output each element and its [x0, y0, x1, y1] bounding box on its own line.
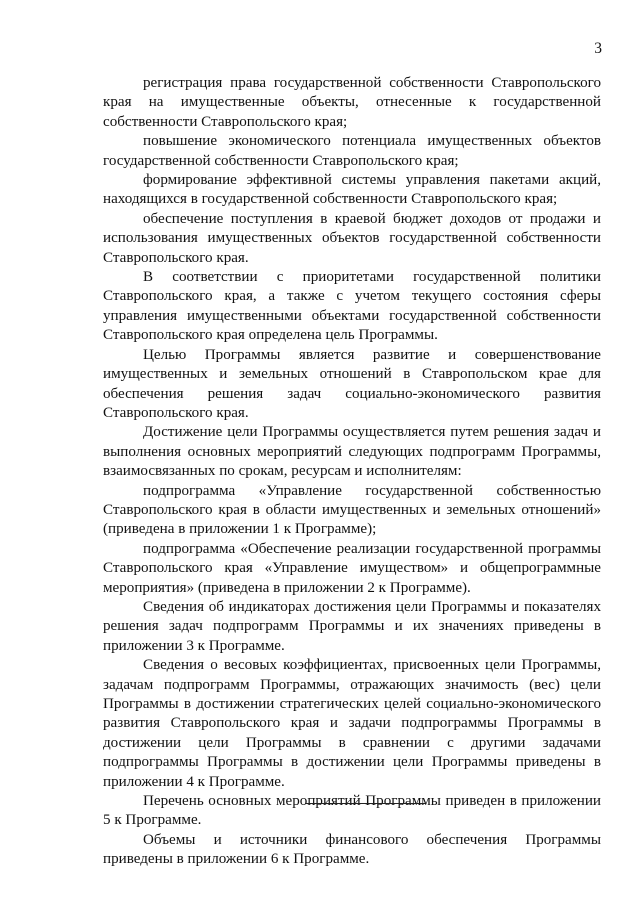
closing-separator-line	[305, 803, 425, 804]
page-number: 3	[594, 40, 602, 57]
paragraph: подпрограмма «Обеспечение реализации государственной программы Ставропольского края «Управление имуществом» и общепрограммные мероприятия» (приведена в приложении 2 к Программе).	[103, 540, 601, 596]
paragraph: Сведения об индикаторах достижения цели Программы и показателях решения задач подпрограмм Программы и их значениях приведены в приложении 3 к Программе.	[103, 598, 601, 654]
document-body	[103, 74, 601, 870]
paragraph: регистрация права государственной собственности Ставропольского края на имущественные объекты, отнесенные к государственной собственности Ставропольского края;	[103, 75, 601, 130]
paragraph: формирование эффективной системы управления пакетами акций, находящихся в государственной собственности Ставропольского края;	[103, 172, 601, 208]
paragraph: повышение экономического потенциала имущественных объектов государственной собственности Ставропольского края;	[103, 133, 601, 169]
paragraph: Объемы и источники финансового обеспечения Программы приведены в приложении 6 к Программе.	[103, 831, 601, 868]
paragraph: В соответствии с приоритетами государственной политики Ставропольского края, а также с учетом текущего состояния сферы управления имущественными объектами государственной собственности Ставропольского края определена цель Программы.	[103, 269, 601, 344]
paragraph: Целью Программы является развитие и совершенствование имущественных и земельных отношений в Ставропольском крае для обеспечения решения задач социально-экономического развития Ставропольского края.	[103, 346, 601, 421]
paragraph: подпрограмма «Управление государственной собственностью Ставропольского края в области имущественных и земельных отношений» (приведена в приложении 1 к Программе);	[103, 482, 601, 538]
paragraph: Достижение цели Программы осуществляется путем решения задач и выполнения основных мероприятий следующих подпрограмм Программы, взаимосвязанных по срокам, ресурсам и исполнителям:	[103, 424, 601, 480]
paragraph: обеспечение поступления в краевой бюджет доходов от продажи и использования имущественных объектов государственной собственности Ставропольского края.	[103, 210, 601, 266]
paragraph: Перечень основных мероприятий Программы приведен в приложении 5 к Программе.	[103, 793, 601, 829]
paragraph: Сведения о весовых коэффициентах, присвоенных цели Программы, задачам подпрограмм Программы, отражающих значимость (вес) цели Программы в достижении стратегических целей социально-экономического развития Ставропольского края и задачи подпрограммы Программы в достижении цели Программы в сравнении с другими задачами подпрограммы Программы в достижении цели Программы приведены в приложении 4 к Программе.	[103, 657, 601, 790]
